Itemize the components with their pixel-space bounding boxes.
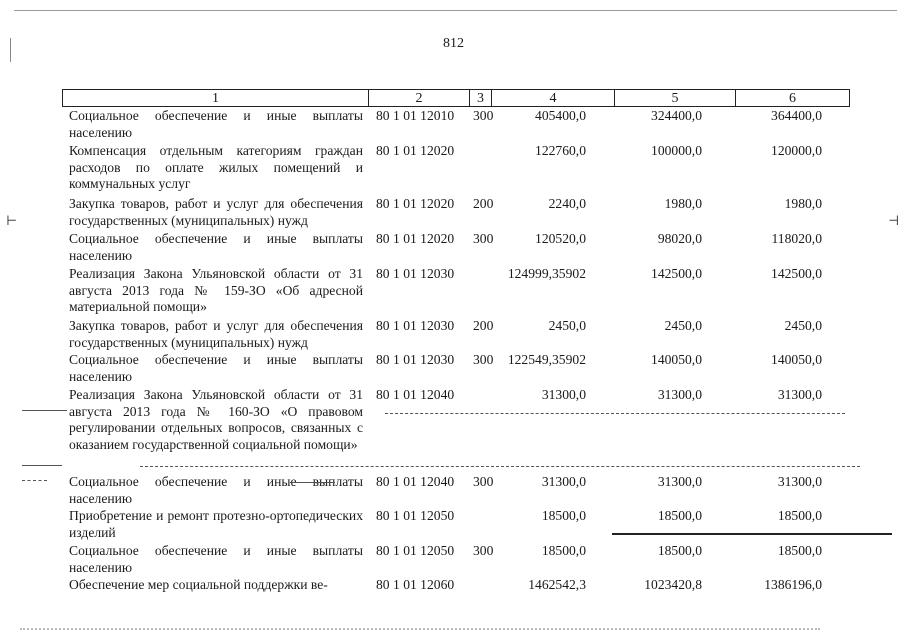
row-value-6: 18500,0	[777, 543, 822, 558]
header-col-4: 4	[492, 90, 615, 106]
top-rule	[14, 10, 897, 11]
scan-line	[290, 482, 335, 483]
row-value-4: 122549,35902	[507, 352, 586, 367]
row-value-6: 364400,0	[771, 108, 822, 123]
header-col-2: 2	[369, 90, 470, 106]
row-vr: 300	[473, 108, 494, 123]
row-vr: 300	[473, 231, 494, 246]
row-value-4: 2450,0	[548, 318, 586, 333]
row-code: 80 1 01 12040	[376, 387, 455, 402]
row-vr: 300	[473, 474, 494, 489]
row-value-6: 118020,0	[771, 231, 822, 246]
row-name: Закупка товаров, работ и услуг для обеспечения государственных (муниципальных) нужд	[69, 196, 363, 228]
row-name: Социальное обеспечение и иные выплаты населению	[69, 108, 363, 140]
page-number: 812	[443, 36, 464, 51]
row-name: Социальное обеспечение и иные выплаты населению	[69, 231, 363, 263]
row-name: Реализация Закона Ульяновской области от 31 августа 2013 года № 160-ЗО «О правовом регулировании отдельных вопросов, связанных с оказанием государственной социальной помощи»	[69, 387, 363, 452]
row-code: 80 1 01 12050	[376, 543, 455, 558]
row-value-5: 18500,0	[657, 543, 702, 558]
row-value-4: 18500,0	[541, 508, 586, 523]
row-code: 80 1 01 12050	[376, 508, 455, 523]
row-value-5: 98020,0	[657, 231, 702, 246]
row-value-5: 2450,0	[664, 318, 702, 333]
row-value-6: 31300,0	[777, 474, 822, 489]
row-value-5: 1980,0	[664, 196, 702, 211]
scan-line	[612, 533, 892, 535]
margin-tick-right: ⊣	[888, 213, 900, 228]
row-code: 80 1 01 12030	[376, 318, 455, 333]
row-value-5: 324400,0	[651, 108, 702, 123]
scan-line	[385, 413, 845, 414]
row-value-4: 18500,0	[541, 543, 586, 558]
scan-line	[22, 480, 47, 481]
row-value-6: 2450,0	[784, 318, 822, 333]
row-value-5: 1023420,8	[644, 577, 702, 592]
row-code: 80 1 01 12030	[376, 352, 455, 367]
row-vr: 200	[473, 196, 494, 211]
row-name: Закупка товаров, работ и услуг для обеспечения государственных (муниципальных) нужд	[69, 318, 363, 350]
row-value-6: 18500,0	[777, 508, 822, 523]
row-value-4: 31300,0	[541, 474, 586, 489]
row-name: Социальное обеспечение и иные выплаты населению	[69, 474, 363, 506]
row-value-6: 1386196,0	[764, 577, 822, 592]
row-value-6: 1980,0	[784, 196, 822, 211]
row-name: Социальное обеспечение и иные выплаты населению	[69, 352, 363, 384]
row-value-4: 124999,35902	[507, 266, 586, 281]
row-vr: 300	[473, 352, 494, 367]
scan-line	[140, 466, 860, 467]
row-vr: 200	[473, 318, 494, 333]
row-name: Приобретение и ремонт протезно-ортопедических изделий	[69, 508, 363, 540]
header-col-5: 5	[615, 90, 736, 106]
left-margin-rule	[10, 38, 11, 62]
row-code: 80 1 01 12060	[376, 577, 455, 592]
row-value-5: 142500,0	[651, 266, 702, 281]
row-value-6: 120000,0	[771, 143, 822, 158]
row-vr: 300	[473, 543, 494, 558]
row-value-4: 1462542,3	[528, 577, 586, 592]
row-name: Обеспечение мер социальной поддержки ве-	[69, 577, 328, 592]
row-name: Реализация Закона Ульяновской области от 31 августа 2013 года № 159-ЗО «Об адресной материальной помощи»	[69, 266, 363, 315]
row-value-4: 405400,0	[535, 108, 586, 123]
scan-line	[22, 465, 62, 466]
scan-line	[22, 410, 67, 411]
row-value-5: 18500,0	[657, 508, 702, 523]
table-header	[62, 89, 850, 107]
row-name: Компенсация отдельным категориям граждан расходов по оплате жилых помещений и коммунальных услуг	[69, 143, 363, 192]
row-value-5: 140050,0	[651, 352, 702, 367]
row-value-4: 2240,0	[548, 196, 586, 211]
row-code: 80 1 01 12020	[376, 196, 455, 211]
row-code: 80 1 01 12030	[376, 266, 455, 281]
row-name: Социальное обеспечение и иные выплаты населению	[69, 543, 363, 575]
row-value-5: 31300,0	[657, 474, 702, 489]
header-col-1: 1	[63, 90, 369, 106]
row-value-4: 31300,0	[541, 387, 586, 402]
row-code: 80 1 01 12020	[376, 143, 455, 158]
row-value-6: 140050,0	[771, 352, 822, 367]
row-code: 80 1 01 12020	[376, 231, 455, 246]
margin-tick-left: ⊢	[6, 213, 18, 228]
row-code: 80 1 01 12040	[376, 474, 455, 489]
header-col-6: 6	[789, 91, 796, 106]
row-value-4: 122760,0	[535, 143, 586, 158]
row-value-4: 120520,0	[535, 231, 586, 246]
row-value-5: 100000,0	[651, 143, 702, 158]
row-code: 80 1 01 12010	[376, 108, 455, 123]
header-col-3: 3	[470, 90, 492, 106]
row-value-5: 31300,0	[657, 387, 702, 402]
scan-dots	[20, 628, 820, 630]
row-value-6: 142500,0	[771, 266, 822, 281]
row-value-6: 31300,0	[777, 387, 822, 402]
